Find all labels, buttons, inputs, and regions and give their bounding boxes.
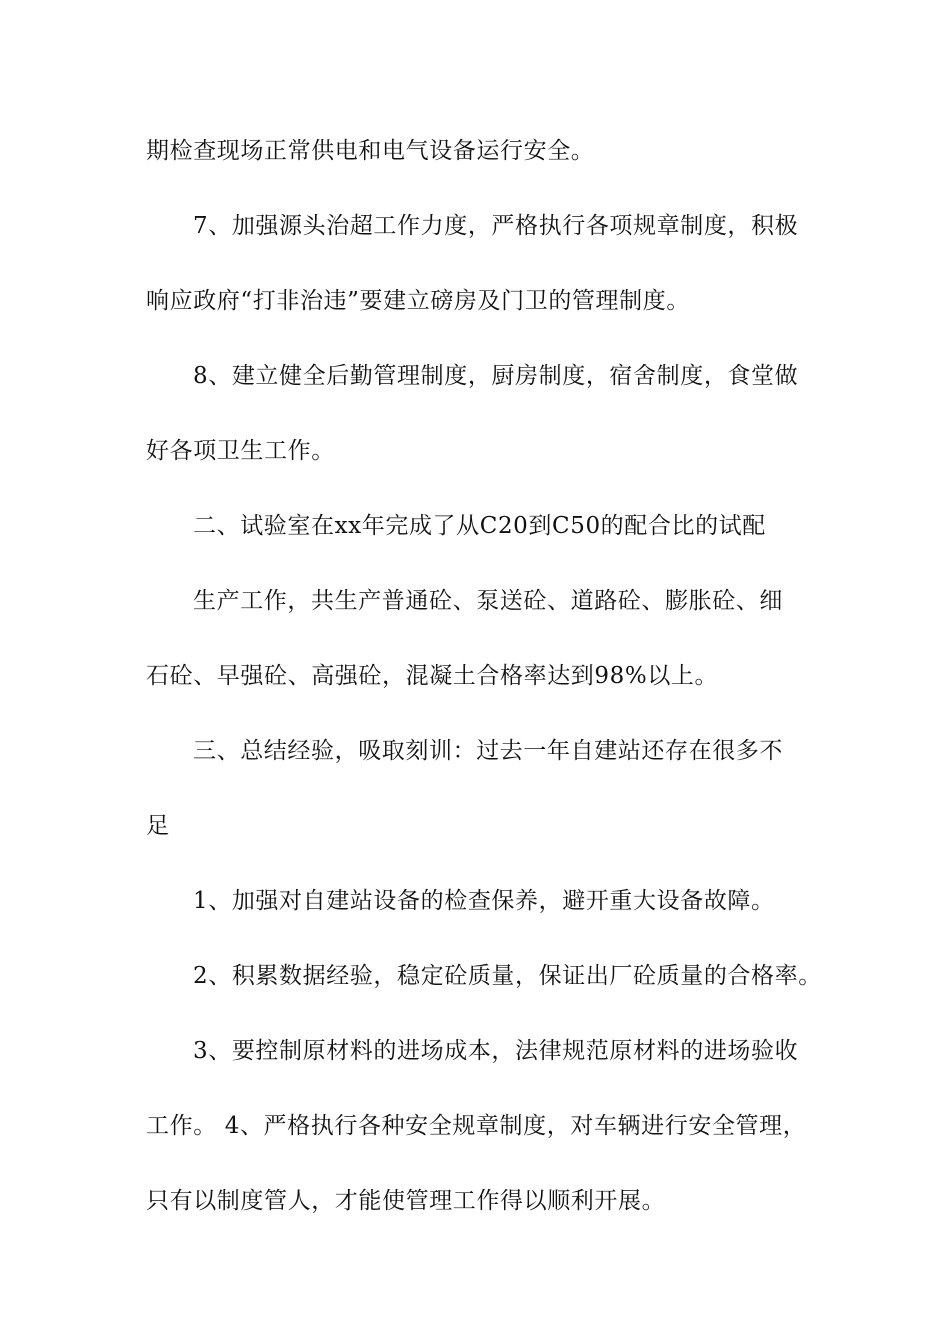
text-line: 足 (146, 813, 170, 839)
text-line: 只有以制度管人，才能使管理工作得以顺利开展。 (146, 1188, 666, 1214)
text-line: 8、建立健全后勤管理制度，厨房制度，宿舍制度，食堂做 (193, 363, 799, 389)
text-line: 好各项卫生工作。 (146, 438, 335, 464)
text-line: 7、加强源头治超工作力度，严格执行各项规章制度，积极 (193, 213, 799, 239)
text-line: 生产工作，共生产普通砼、泵送砼、道路砼、膨胀砼、细 (193, 588, 783, 614)
text-line: 二、试验室在xx年完成了从C20到C50的配合比的试配 (193, 513, 766, 539)
text-line: 2、积累数据经验，稳定砼质量，保证出厂砼质量的合格率。 (193, 963, 822, 989)
text-line: 期检查现场正常供电和电气设备运行安全。 (146, 138, 595, 164)
text-line: 石砼、早强砼、高强砼，混凝土合格率达到98%以上。 (146, 663, 719, 689)
text-line: 响应政府“打非治违”要建立磅房及门卫的管理制度。 (146, 288, 690, 314)
text-line: 三、总结经验，吸取刻训：过去一年自建站还存在很多不 (193, 738, 783, 764)
text-line: 工作。 4、严格执行各种安全规章制度，对车辆进行安全管理， (146, 1113, 807, 1139)
text-line: 1、加强对自建站设备的检查保养，避开重大设备故障。 (193, 888, 775, 914)
text-line: 3、要控制原材料的进场成本，法律规范原材料的进场验收 (193, 1038, 799, 1064)
